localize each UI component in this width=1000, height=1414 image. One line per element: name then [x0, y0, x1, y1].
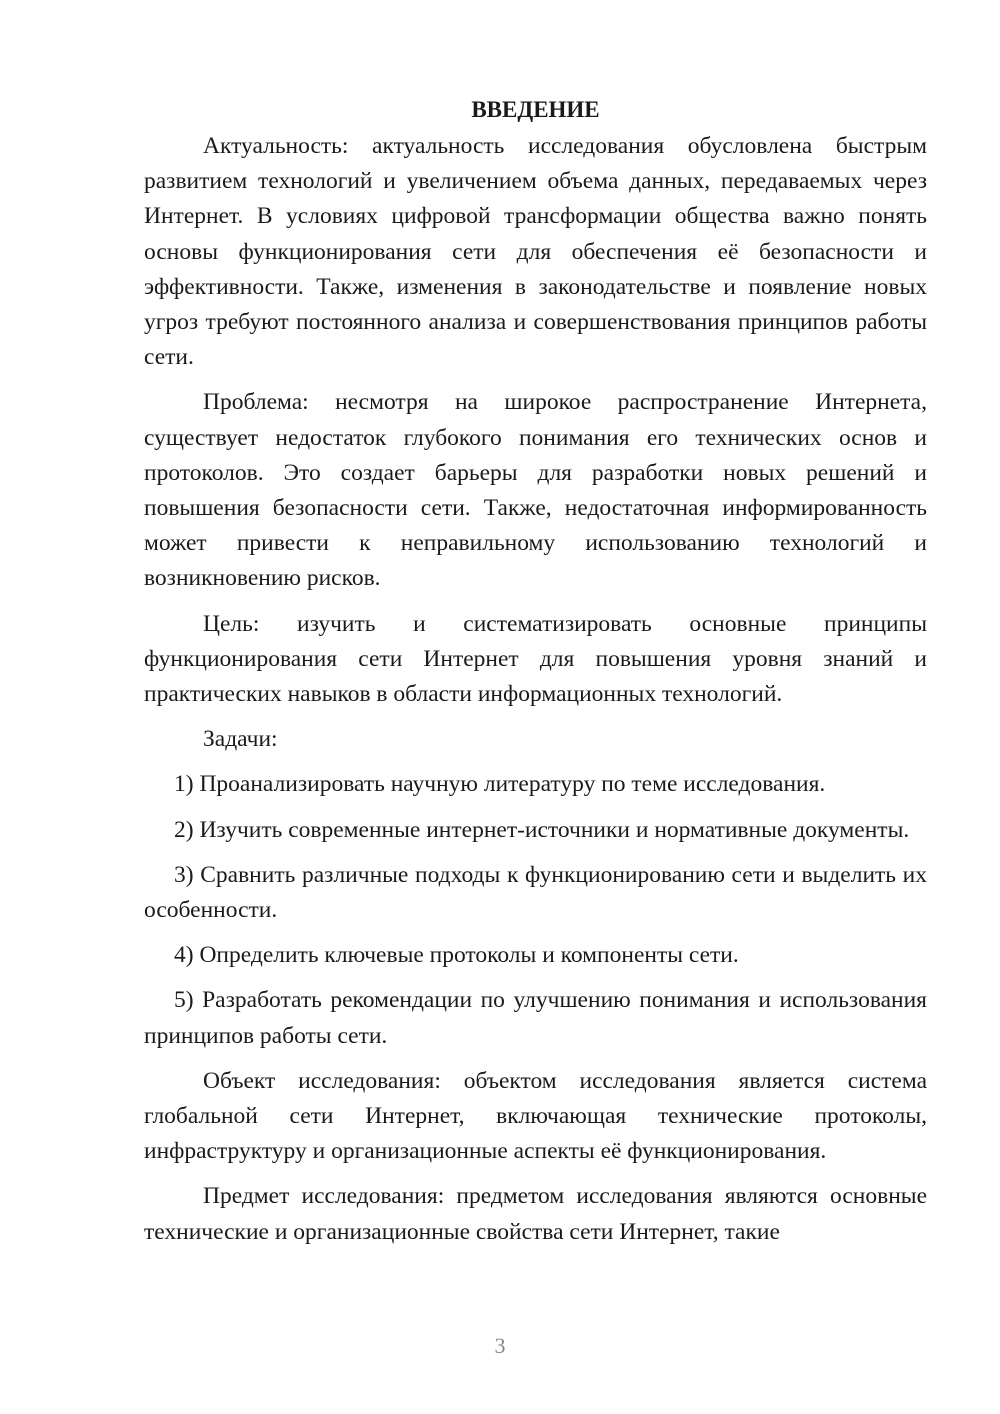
paragraph-object: Объект исследования: объектом исследования является система глобальной сети Интернет, включающая технические протоколы, инфраструктуру и организационные аспекты её функционирования.: [144, 1067, 927, 1165]
page-content: [144, 92, 927, 1260]
paragraph-goal: Цель: изучить и систематизировать основные принципы функционирования сети Интернет для повышения уровня знаний и практических навыков в области информационных технологий.: [144, 610, 927, 708]
tasks-heading: Задачи:: [203, 726, 278, 753]
paragraph-relevance: Актуальность: актуальность исследования обусловлена быстрым развитием технологий и увеличением объема данных, передаваемых через Интернет. В условиях цифровой трансформации общества важно понять основы функционирования сети для обеспечения её безопасности и эффективности. Также, изменения в законодательстве и появление новых угроз требуют постоянного анализа и совершенствования принципов работы сети.: [144, 133, 927, 371]
page-number: 3: [494, 1333, 506, 1358]
paragraph-problem: Проблема: несмотря на широкое распространение Интернета, существует недостаток глубокого понимания его технических основ и протоколов. Это создает барьеры для разработки новых решений и повышения безопасности сети. Также, недостаточная информированность может привести к неправильному использованию технологий и возникновению рисков.: [144, 389, 927, 592]
task-item-2: 2) Изучить современные интернет-источники и нормативные документы.: [174, 816, 910, 843]
task-item-1: 1) Проанализировать научную литературу по теме исследования.: [174, 771, 826, 798]
paragraph-subject: Предмет исследования: предметом исследования являются основные технические и организационные свойства сети Интернет, такие: [144, 1183, 927, 1245]
task-item-3: 3) Сравнить различные подходы к функционированию сети и выделить их особенности.: [144, 861, 927, 924]
task-item-5: 5) Разработать рекомендации по улучшению понимания и использования принципов работы сети.: [144, 987, 927, 1049]
task-item-4: 4) Определить ключевые протоколы и компоненты сети.: [174, 942, 739, 969]
section-title: ВВЕДЕНИЕ: [471, 97, 600, 122]
